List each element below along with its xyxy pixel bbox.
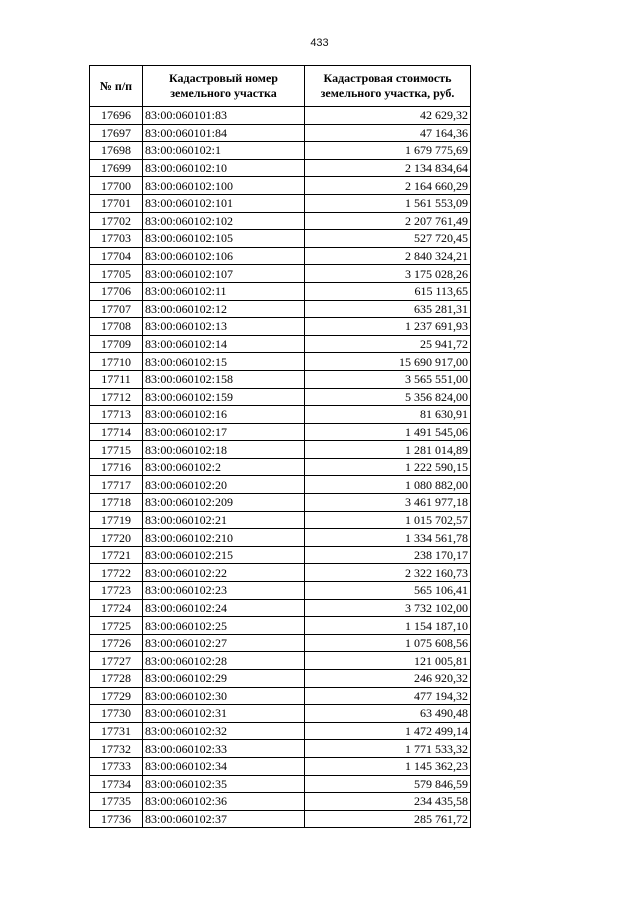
table-row [90, 458, 471, 476]
cadastral-value-cell: 246 920,32 [305, 670, 471, 688]
row-number-cell: 17714 [90, 423, 143, 441]
cadastral-number-cell: 83:00:060102:33 [143, 740, 305, 758]
table-row [90, 617, 471, 635]
table-row [90, 529, 471, 547]
row-number-cell: 17722 [90, 564, 143, 582]
table-body [90, 107, 471, 828]
row-number-cell: 17735 [90, 793, 143, 811]
cadastral-value-cell: 1 075 608,56 [305, 634, 471, 652]
cadastral-number-cell: 83:00:060102:23 [143, 582, 305, 600]
table-row [90, 353, 471, 371]
cadastral-value-cell: 1 015 702,57 [305, 511, 471, 529]
row-number-cell: 17724 [90, 599, 143, 617]
cadastral-number-cell: 83:00:060102:29 [143, 670, 305, 688]
cadastral-number-cell: 83:00:060102:105 [143, 230, 305, 248]
cadastral-value-cell: 63 490,48 [305, 705, 471, 723]
cadastral-number-cell: 83:00:060102:20 [143, 476, 305, 494]
cadastral-number-cell: 83:00:060102:31 [143, 705, 305, 723]
row-number-cell: 17729 [90, 687, 143, 705]
cadastral-value-cell: 1 561 553,09 [305, 194, 471, 212]
table-row [90, 793, 471, 811]
cadastral-number-cell: 83:00:060102:209 [143, 494, 305, 512]
table-row [90, 177, 471, 195]
table-row [90, 599, 471, 617]
table-row [90, 159, 471, 177]
cadastral-value-cell: 1 281 014,89 [305, 441, 471, 459]
cadastral-table [89, 65, 471, 828]
table-row [90, 247, 471, 265]
row-number-cell: 17697 [90, 124, 143, 142]
cadastral-value-cell: 25 941,72 [305, 335, 471, 353]
cadastral-value-cell: 81 630,91 [305, 406, 471, 424]
cadastral-value-cell: 2 207 761,49 [305, 212, 471, 230]
cadastral-value-cell: 1 145 362,23 [305, 757, 471, 775]
cadastral-number-cell: 83:00:060102:21 [143, 511, 305, 529]
table-row [90, 423, 471, 441]
table-row [90, 810, 471, 828]
row-number-cell: 17717 [90, 476, 143, 494]
header-cadastral-number: Кадастровый номер земельного участка [143, 66, 305, 107]
cadastral-number-cell: 83:00:060101:84 [143, 124, 305, 142]
table-row [90, 511, 471, 529]
cadastral-number-cell: 83:00:060102:12 [143, 300, 305, 318]
cadastral-value-cell: 121 005,81 [305, 652, 471, 670]
cadastral-value-cell: 238 170,17 [305, 546, 471, 564]
cadastral-value-cell: 1 222 590,15 [305, 458, 471, 476]
cadastral-value-cell: 1 154 187,10 [305, 617, 471, 635]
cadastral-number-cell: 83:00:060101:83 [143, 107, 305, 125]
cadastral-value-cell: 1 771 533,32 [305, 740, 471, 758]
table-row [90, 564, 471, 582]
cadastral-value-cell: 1 679 775,69 [305, 142, 471, 160]
cadastral-value-cell: 1 491 545,06 [305, 423, 471, 441]
row-number-cell: 17730 [90, 705, 143, 723]
row-number-cell: 17734 [90, 775, 143, 793]
table-row [90, 687, 471, 705]
table-row [90, 194, 471, 212]
table-row [90, 775, 471, 793]
row-number-cell: 17732 [90, 740, 143, 758]
row-number-cell: 17719 [90, 511, 143, 529]
cadastral-value-cell: 3 175 028,26 [305, 265, 471, 283]
cadastral-value-cell: 15 690 917,00 [305, 353, 471, 371]
cadastral-value-cell: 1 237 691,93 [305, 318, 471, 336]
row-number-cell: 17726 [90, 634, 143, 652]
row-number-cell: 17715 [90, 441, 143, 459]
row-number-cell: 17701 [90, 194, 143, 212]
row-number-cell: 17728 [90, 670, 143, 688]
cadastral-number-cell: 83:00:060102:28 [143, 652, 305, 670]
row-number-cell: 17707 [90, 300, 143, 318]
row-number-cell: 17727 [90, 652, 143, 670]
cadastral-number-cell: 83:00:060102:25 [143, 617, 305, 635]
cadastral-number-cell: 83:00:060102:30 [143, 687, 305, 705]
table-row [90, 705, 471, 723]
row-number-cell: 17704 [90, 247, 143, 265]
page-number: 433 [310, 37, 329, 49]
cadastral-number-cell: 83:00:060102:102 [143, 212, 305, 230]
cadastral-value-cell: 477 194,32 [305, 687, 471, 705]
cadastral-value-cell: 2 840 324,21 [305, 247, 471, 265]
cadastral-number-cell: 83:00:060102:36 [143, 793, 305, 811]
table-row [90, 282, 471, 300]
table-row [90, 370, 471, 388]
cadastral-value-cell: 3 565 551,00 [305, 370, 471, 388]
cadastral-number-cell: 83:00:060102:24 [143, 599, 305, 617]
row-number-cell: 17709 [90, 335, 143, 353]
table-header [90, 66, 471, 107]
row-number-cell: 17700 [90, 177, 143, 195]
row-number-cell: 17702 [90, 212, 143, 230]
cadastral-number-cell: 83:00:060102:13 [143, 318, 305, 336]
cadastral-number-cell: 83:00:060102:16 [143, 406, 305, 424]
cadastral-value-cell: 1 472 499,14 [305, 722, 471, 740]
cadastral-number-cell: 83:00:060102:37 [143, 810, 305, 828]
table-row [90, 318, 471, 336]
row-number-cell: 17733 [90, 757, 143, 775]
cadastral-number-cell: 83:00:060102:32 [143, 722, 305, 740]
row-number-cell: 17696 [90, 107, 143, 125]
cadastral-value-cell: 2 134 834,64 [305, 159, 471, 177]
row-number-cell: 17705 [90, 265, 143, 283]
row-number-cell: 17711 [90, 370, 143, 388]
table-row [90, 388, 471, 406]
table-row [90, 441, 471, 459]
table-row [90, 494, 471, 512]
cadastral-value-cell: 527 720,45 [305, 230, 471, 248]
cadastral-number-cell: 83:00:060102:1 [143, 142, 305, 160]
cadastral-number-cell: 83:00:060102:100 [143, 177, 305, 195]
row-number-cell: 17712 [90, 388, 143, 406]
row-number-cell: 17703 [90, 230, 143, 248]
cadastral-number-cell: 83:00:060102:215 [143, 546, 305, 564]
table-row [90, 757, 471, 775]
table-row [90, 406, 471, 424]
cadastral-number-cell: 83:00:060102:159 [143, 388, 305, 406]
table-row [90, 107, 471, 125]
cadastral-value-cell: 285 761,72 [305, 810, 471, 828]
cadastral-value-cell: 2 164 660,29 [305, 177, 471, 195]
table-row [90, 634, 471, 652]
row-number-cell: 17718 [90, 494, 143, 512]
header-row-number: № п/п [90, 66, 143, 107]
row-number-cell: 17713 [90, 406, 143, 424]
row-number-cell: 17698 [90, 142, 143, 160]
row-number-cell: 17706 [90, 282, 143, 300]
cadastral-number-cell: 83:00:060102:15 [143, 353, 305, 371]
row-number-cell: 17720 [90, 529, 143, 547]
cadastral-value-cell: 42 629,32 [305, 107, 471, 125]
cadastral-number-cell: 83:00:060102:106 [143, 247, 305, 265]
table-row [90, 722, 471, 740]
cadastral-value-cell: 1 334 561,78 [305, 529, 471, 547]
cadastral-value-cell: 2 322 160,73 [305, 564, 471, 582]
cadastral-number-cell: 83:00:060102:35 [143, 775, 305, 793]
table-row [90, 265, 471, 283]
header-row [90, 66, 471, 107]
cadastral-value-cell: 3 461 977,18 [305, 494, 471, 512]
row-number-cell: 17721 [90, 546, 143, 564]
cadastral-number-cell: 83:00:060102:107 [143, 265, 305, 283]
cadastral-number-cell: 83:00:060102:22 [143, 564, 305, 582]
table-row [90, 212, 471, 230]
cadastral-number-cell: 83:00:060102:11 [143, 282, 305, 300]
table-row [90, 300, 471, 318]
cadastral-value-cell: 579 846,59 [305, 775, 471, 793]
cadastral-value-cell: 5 356 824,00 [305, 388, 471, 406]
cadastral-value-cell: 635 281,31 [305, 300, 471, 318]
cadastral-number-cell: 83:00:060102:10 [143, 159, 305, 177]
row-number-cell: 17725 [90, 617, 143, 635]
cadastral-value-cell: 234 435,58 [305, 793, 471, 811]
row-number-cell: 17699 [90, 159, 143, 177]
cadastral-value-cell: 3 732 102,00 [305, 599, 471, 617]
row-number-cell: 17710 [90, 353, 143, 371]
table-row [90, 652, 471, 670]
cadastral-number-cell: 83:00:060102:34 [143, 757, 305, 775]
table-row [90, 670, 471, 688]
cadastral-number-cell: 83:00:060102:158 [143, 370, 305, 388]
cadastral-number-cell: 83:00:060102:210 [143, 529, 305, 547]
cadastral-value-cell: 1 080 882,00 [305, 476, 471, 494]
table-row [90, 230, 471, 248]
table-row [90, 582, 471, 600]
cadastral-number-cell: 83:00:060102:17 [143, 423, 305, 441]
table-row [90, 335, 471, 353]
row-number-cell: 17708 [90, 318, 143, 336]
cadastral-value-cell: 615 113,65 [305, 282, 471, 300]
table-row [90, 142, 471, 160]
cadastral-number-cell: 83:00:060102:2 [143, 458, 305, 476]
table-row [90, 476, 471, 494]
table-row [90, 740, 471, 758]
header-cadastral-value: Кадастровая стоимость земельного участка, руб. [305, 66, 471, 107]
cadastral-value-cell: 565 106,41 [305, 582, 471, 600]
cadastral-number-cell: 83:00:060102:18 [143, 441, 305, 459]
table-row [90, 124, 471, 142]
row-number-cell: 17723 [90, 582, 143, 600]
row-number-cell: 17736 [90, 810, 143, 828]
row-number-cell: 17731 [90, 722, 143, 740]
cadastral-number-cell: 83:00:060102:101 [143, 194, 305, 212]
cadastral-number-cell: 83:00:060102:27 [143, 634, 305, 652]
cadastral-number-cell: 83:00:060102:14 [143, 335, 305, 353]
cadastral-value-cell: 47 164,36 [305, 124, 471, 142]
table-row [90, 546, 471, 564]
row-number-cell: 17716 [90, 458, 143, 476]
